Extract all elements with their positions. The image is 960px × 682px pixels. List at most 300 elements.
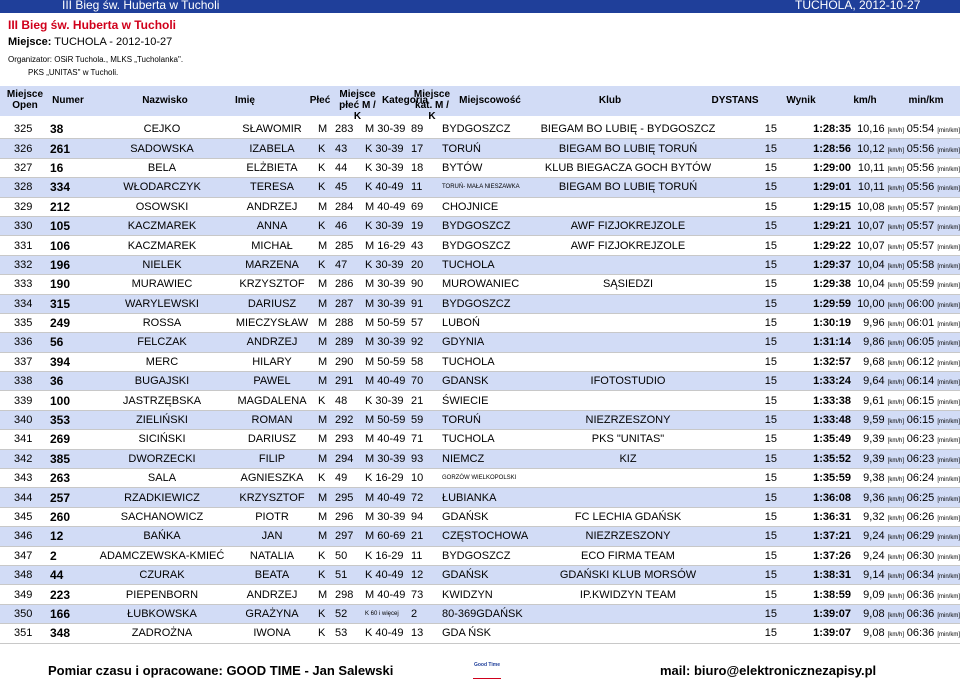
cell-miejsce-kat-text: 11: [411, 549, 423, 562]
cell-klub-text: NIEZRZESZONY: [585, 530, 671, 543]
cell-miejsce-kat-text: 12: [411, 569, 424, 582]
cell-imie-text: AGNIESZKA: [240, 472, 304, 485]
cell-wynik-text: 1:33:38: [813, 394, 851, 407]
cell-kmh-text: 9,38: [863, 472, 885, 485]
cell-imie: [226, 120, 318, 139]
cell-dystans: [719, 275, 777, 294]
cell-kategoria: [365, 527, 411, 546]
cell-kategoria-text: M 30-39: [365, 297, 406, 310]
results-table: [0, 120, 960, 644]
table-row: [0, 178, 960, 197]
cell-open-text: 338: [14, 375, 33, 388]
unit-kmh: [km/h]: [887, 186, 904, 193]
cell-wynik-text: 1:30:19: [813, 317, 851, 330]
cell-miejsce-plec: [335, 624, 365, 643]
cell-nazwisko-text: MURAWIEC: [131, 278, 193, 291]
cell-nazwisko-text: SICIŃSKI: [138, 433, 186, 446]
cell-plec: [318, 255, 335, 274]
cell-imie: [226, 430, 318, 449]
cell-nazwisko: [98, 294, 226, 313]
cell-plec: [318, 488, 335, 507]
cell-open-text: 327: [14, 161, 33, 174]
cell-nazwisko-text: KACZMAREK: [127, 239, 197, 252]
cell-plec: [318, 391, 335, 410]
col-imie: Imię: [234, 95, 255, 106]
cell-miejsce-kat: [411, 391, 442, 410]
cell-wynik: [777, 430, 851, 449]
table-row: [0, 294, 960, 313]
cell-miejsce-kat-text: 57: [411, 317, 424, 330]
cell-imie: [226, 139, 318, 158]
cell-dystans-text: 15: [764, 123, 777, 136]
cell-nazwisko-text: PIEPENBORN: [125, 588, 199, 601]
cell-wynik-text: 1:36:08: [813, 491, 851, 504]
cell-imie: [226, 275, 318, 294]
cell-miejsce-kat: [411, 449, 442, 468]
cell-kategoria-text: K 30-39: [365, 394, 404, 407]
cell-klub-text: NIEZRZESZONY: [585, 414, 671, 427]
cell-imie-text: ELŻBIETA: [246, 161, 298, 174]
cell-wynik-text: 1:33:48: [813, 414, 851, 427]
cell-imie-text: SŁAWOMIR: [242, 123, 302, 136]
cell-open: [0, 488, 50, 507]
cell-open: [0, 255, 50, 274]
unit-minkm: [min/km]: [937, 554, 960, 561]
cell-numer-text: 100: [50, 393, 71, 408]
cell-numer-text: 269: [50, 432, 71, 447]
cell-numer: [50, 546, 98, 565]
cell-wynik-text: 1:29:37: [813, 258, 851, 271]
cell-miejsce-plec: [335, 604, 365, 623]
cell-kategoria-text: K 40-49: [365, 181, 404, 194]
cell-kategoria-text: K 60 i więcej: [365, 610, 399, 617]
unit-minkm: [min/km]: [937, 593, 960, 600]
table-row: [0, 275, 960, 294]
cell-kategoria-text: M 30-39: [365, 123, 406, 136]
cell-miejscowosc: [442, 275, 537, 294]
cell-kmh: [851, 158, 904, 177]
cell-minkm: [904, 216, 960, 235]
cell-kategoria-text: K 30-39: [365, 142, 404, 155]
cell-minkm: [904, 120, 960, 139]
col-minkm: min/km: [908, 95, 944, 106]
cell-imie-text: IZABELA: [249, 142, 295, 155]
cell-miejscowosc: [442, 585, 537, 604]
cell-dystans-text: 15: [764, 394, 777, 407]
cell-numer: [50, 197, 98, 216]
cell-kategoria-text: M 40-49: [365, 200, 406, 213]
cell-nazwisko: [98, 352, 226, 371]
cell-dystans-text: 15: [764, 569, 777, 582]
table-row: [0, 546, 960, 565]
cell-open-text: 344: [14, 491, 33, 504]
cell-dystans-text: 15: [764, 181, 777, 194]
cell-kategoria: [365, 139, 411, 158]
cell-nazwisko: [98, 216, 226, 235]
cell-open-text: 326: [14, 142, 33, 155]
cell-imie-text: ANDRZEJ: [246, 336, 298, 349]
cell-wynik-text: 1:32:57: [813, 355, 851, 368]
cell-open: [0, 430, 50, 449]
cell-numer-text: 394: [50, 354, 71, 369]
cell-dystans: [719, 507, 777, 526]
cell-numer: [50, 294, 98, 313]
cell-miejsce-kat: [411, 313, 442, 332]
cell-dystans-text: 15: [764, 433, 777, 446]
cell-kategoria-text: M 30-39: [365, 278, 406, 291]
cell-numer-text: 249: [50, 316, 71, 331]
cell-miejscowosc-text: BYDGOSZCZ: [442, 123, 511, 136]
cell-minkm-text: 06:29: [906, 530, 935, 543]
cell-open: [0, 527, 50, 546]
cell-nazwisko-text: SALA: [147, 472, 177, 485]
cell-wynik: [777, 352, 851, 371]
cell-miejscowosc-text: GDAŃSK: [442, 511, 489, 523]
cell-minkm: [904, 430, 960, 449]
cell-imie: [226, 372, 318, 391]
footer-timing: Pomiar czasu i opracowane: GOOD TIME - Jan Salewski: [48, 663, 394, 678]
cell-wynik: [777, 158, 851, 177]
table-row: [0, 449, 960, 468]
cell-wynik: [777, 294, 851, 313]
cell-nazwisko-text: BAŃKA: [143, 530, 181, 543]
cell-miejsce-kat: [411, 120, 442, 139]
cell-plec: [318, 275, 335, 294]
cell-minkm: [904, 546, 960, 565]
cell-open-text: 339: [14, 394, 33, 407]
cell-wynik-text: 1:38:31: [813, 569, 851, 582]
cell-miejsce-kat: [411, 236, 442, 255]
table-row: [0, 255, 960, 274]
cell-miejsce-plec: [335, 430, 365, 449]
cell-miejscowosc-text: GDAŃSK: [442, 569, 489, 582]
organizer-line: Organizator: OSiR Tuchola., MLKS „Tucholanka".: [8, 55, 184, 64]
cell-miejscowosc: [442, 391, 537, 410]
unit-kmh: [km/h]: [887, 128, 904, 135]
footer-mail: mail: biuro@elektronicznezapisy.pl: [660, 663, 877, 678]
cell-dystans-text: 15: [764, 607, 777, 620]
cell-numer: [50, 565, 98, 584]
cell-klub: [537, 139, 719, 158]
cell-numer-text: 348: [50, 626, 71, 641]
cell-miejsce-kat: [411, 624, 442, 643]
cell-plec-text: M: [318, 414, 328, 427]
cell-nazwisko: [98, 624, 226, 643]
cell-nazwisko-text: JASTRZĘBSKA: [122, 394, 202, 407]
cell-miejscowosc-text: CHOJNICE: [442, 200, 499, 213]
cell-miejscowosc: [442, 216, 537, 235]
cell-open-text: 348: [14, 569, 33, 582]
cell-miejsce-plec-text: 52: [335, 607, 348, 620]
cell-plec: [318, 236, 335, 255]
cell-klub-text: KLUB BIEGACZA GOCH BYTÓW: [544, 161, 712, 174]
cell-numer-text: 353: [50, 413, 71, 428]
cell-nazwisko: [98, 449, 226, 468]
cell-kmh-text: 10,12: [857, 142, 885, 155]
cell-numer: [50, 158, 98, 177]
cell-miejscowosc: [442, 430, 537, 449]
cell-miejsce-kat-text: 69: [411, 200, 424, 213]
cell-minkm-text: 05:56: [906, 142, 935, 155]
cell-miejscowosc-text: ŁUBIANKA: [442, 491, 497, 504]
cell-kategoria: [365, 449, 411, 468]
cell-kategoria: [365, 430, 411, 449]
top-bar-event: III Bieg św. Huberta w Tucholi: [62, 0, 220, 12]
unit-minkm: [min/km]: [937, 496, 960, 503]
cell-kategoria-text: M 40-49: [365, 588, 406, 601]
cell-klub: [537, 488, 719, 507]
cell-wynik-text: 1:35:49: [813, 433, 851, 446]
cell-plec: [318, 216, 335, 235]
cell-miejsce-plec: [335, 372, 365, 391]
cell-kategoria-text: K 40-49: [365, 569, 404, 582]
cell-klub-text: BIEGAM BO LUBIĘ TORUŃ: [558, 142, 698, 155]
cell-miejscowosc-text: TUCHOLA: [442, 355, 495, 368]
cell-plec: [318, 624, 335, 643]
cell-numer-text: 106: [50, 238, 71, 253]
cell-numer-text: 385: [50, 451, 71, 466]
cell-plec: [318, 197, 335, 216]
cell-kategoria-text: M 60-69: [365, 530, 406, 543]
cell-miejscowosc: [442, 488, 537, 507]
cell-kategoria: [365, 216, 411, 235]
cell-kategoria: [365, 507, 411, 526]
cell-imie-text: ROMAN: [251, 414, 293, 427]
cell-dystans-text: 15: [764, 317, 777, 330]
cell-open-text: 347: [14, 549, 33, 562]
cell-miejsce-kat-text: 21: [411, 394, 424, 407]
cell-wynik-text: 1:29:38: [813, 278, 851, 291]
cell-kmh-text: 9,96: [863, 317, 885, 330]
col-wynik: Wynik: [786, 95, 816, 106]
cell-miejsce-plec: [335, 255, 365, 274]
cell-klub-text: AWF FIZJOKREJZOLE: [570, 239, 686, 252]
cell-minkm: [904, 507, 960, 526]
unit-minkm: [min/km]: [937, 205, 960, 212]
cell-open-text: 331: [14, 239, 33, 252]
cell-dystans-text: 15: [764, 375, 777, 388]
cell-kategoria-text: M 30-39: [365, 336, 406, 349]
cell-miejsce-kat-text: 90: [411, 278, 424, 291]
cell-miejscowosc: [442, 158, 537, 177]
cell-miejscowosc-text: GDANSK: [442, 375, 489, 388]
cell-open-text: 336: [14, 336, 33, 349]
cell-klub: [537, 391, 719, 410]
cell-klub-text: SĄSIEDZI: [602, 278, 654, 291]
cell-open: [0, 178, 50, 197]
unit-kmh: [km/h]: [887, 360, 904, 367]
cell-dystans-text: 15: [764, 549, 777, 562]
cell-numer-text: 212: [50, 199, 71, 214]
cell-minkm-text: 05:57: [906, 220, 935, 233]
cell-imie: [226, 585, 318, 604]
cell-miejscowosc-text: TUCHOLA: [442, 258, 495, 271]
cell-kategoria: [365, 469, 411, 488]
cell-minkm: [904, 527, 960, 546]
cell-miejsce-plec: [335, 333, 365, 352]
cell-kmh: [851, 255, 904, 274]
cell-miejscowosc: [442, 139, 537, 158]
cell-plec: [318, 158, 335, 177]
cell-wynik-text: 1:29:21: [813, 220, 851, 233]
cell-kategoria: [365, 294, 411, 313]
cell-minkm: [904, 294, 960, 313]
cell-miejsce-plec: [335, 294, 365, 313]
cell-dystans: [719, 469, 777, 488]
cell-numer-text: 56: [50, 335, 64, 350]
cell-open-text: 330: [14, 220, 33, 233]
cell-kmh-text: 9,14: [863, 569, 885, 582]
cell-wynik-text: 1:28:35: [813, 123, 851, 136]
cell-wynik: [777, 216, 851, 235]
cell-numer-text: 44: [50, 568, 64, 583]
cell-nazwisko: [98, 546, 226, 565]
cell-dystans: [719, 391, 777, 410]
cell-wynik-text: 1:29:01: [813, 181, 851, 194]
cell-kategoria: [365, 391, 411, 410]
cell-numer: [50, 352, 98, 371]
cell-kategoria: [365, 236, 411, 255]
cell-miejsce-plec-text: 48: [335, 394, 348, 407]
cell-miejsce-kat: [411, 372, 442, 391]
unit-minkm: [min/km]: [937, 360, 960, 367]
cell-open-text: 332: [14, 258, 33, 271]
cell-numer-text: 190: [50, 277, 71, 292]
cell-miejscowosc-text: 80-369GDAŃSK: [442, 607, 523, 620]
cell-dystans-text: 15: [764, 142, 777, 155]
cell-minkm: [904, 158, 960, 177]
cell-open-text: 337: [14, 355, 33, 368]
cell-nazwisko-text: NIELEK: [142, 258, 182, 271]
unit-kmh: [km/h]: [887, 147, 904, 154]
cell-minkm: [904, 197, 960, 216]
cell-imie-text: PAWEL: [253, 375, 291, 388]
cell-dystans: [719, 449, 777, 468]
cell-open: [0, 313, 50, 332]
unit-minkm: [min/km]: [937, 302, 960, 309]
cell-kmh-text: 9,39: [863, 452, 885, 465]
table-row: [0, 527, 960, 546]
cell-miejscowosc-text: KWIDZYN: [442, 588, 493, 601]
cell-miejsce-kat-text: 2: [411, 607, 418, 620]
cell-wynik: [777, 565, 851, 584]
cell-dystans: [719, 216, 777, 235]
cell-wynik-text: 1:37:21: [813, 530, 851, 543]
cell-miejsce-kat-text: 58: [411, 355, 424, 368]
cell-wynik: [777, 197, 851, 216]
cell-nazwisko-text: WARYLEWSKI: [125, 297, 199, 310]
cell-minkm: [904, 333, 960, 352]
cell-numer-text: 2: [50, 548, 57, 563]
cell-dystans: [719, 333, 777, 352]
cell-open: [0, 410, 50, 429]
unit-kmh: [km/h]: [887, 516, 904, 522]
cell-miejsce-plec-text: 295: [335, 491, 354, 504]
cell-open-text: 346: [14, 530, 33, 543]
cell-miejscowosc: [442, 410, 537, 429]
cell-miejsce-kat: [411, 410, 442, 429]
cell-nazwisko-text: ZADROŻNA: [131, 627, 193, 640]
cell-miejsce-plec: [335, 158, 365, 177]
unit-minkm: [min/km]: [937, 147, 960, 154]
cell-miejscowosc: [442, 333, 537, 352]
cell-numer: [50, 139, 98, 158]
cell-nazwisko-text: OSOWSKI: [135, 200, 189, 213]
cell-plec: [318, 507, 335, 526]
cell-minkm-text: 06:14: [906, 375, 935, 388]
cell-open: [0, 120, 50, 139]
cell-kmh: [851, 488, 904, 507]
cell-miejsce-plec-text: 47: [335, 258, 348, 271]
cell-plec: [318, 313, 335, 332]
cell-plec-text: M: [318, 239, 328, 252]
cell-plec-text: K: [318, 161, 326, 174]
cell-miejscowosc-text: BYDGOSZCZ: [442, 220, 511, 233]
col-kmh: km/h: [853, 95, 877, 106]
cell-minkm-text: 06:12: [906, 355, 935, 368]
cell-miejsce-kat: [411, 565, 442, 584]
cell-miejsce-kat-text: 19: [411, 220, 424, 233]
unit-kmh: [km/h]: [887, 496, 904, 503]
cell-miejsce-plec: [335, 449, 365, 468]
cell-klub-text: PKS "UNITAS": [591, 433, 665, 446]
cell-klub-text: ECO FIRMA TEAM: [581, 549, 675, 562]
cell-miejsce-kat: [411, 275, 442, 294]
cell-miejsce-plec: [335, 216, 365, 235]
cell-minkm-text: 06:34: [906, 569, 935, 582]
cell-minkm-text: 05:58: [906, 258, 935, 271]
cell-imie-text: MICHAŁ: [251, 239, 293, 252]
cell-numer: [50, 333, 98, 352]
cell-miejsce-plec-text: 287: [335, 297, 354, 310]
cell-kategoria-text: K 16-29: [365, 549, 404, 562]
unit-minkm: [min/km]: [937, 244, 960, 251]
cell-miejsce-kat-text: 94: [411, 511, 424, 523]
cell-wynik-text: 1:33:24: [813, 375, 851, 388]
cell-miejscowosc-text: MUROWANIEC: [442, 278, 520, 291]
cell-klub: [537, 313, 719, 332]
cell-kategoria: [365, 275, 411, 294]
cell-imie: [226, 352, 318, 371]
cell-miejsce-kat: [411, 546, 442, 565]
cell-kmh-text: 9,39: [863, 433, 885, 446]
col-miejsce-plec: Miejsce płeć M / K: [339, 89, 376, 122]
cell-kmh-text: 9,08: [863, 607, 885, 620]
unit-minkm: [min/km]: [937, 186, 960, 193]
cell-miejscowosc: [442, 197, 537, 216]
cell-nazwisko: [98, 507, 226, 526]
cell-dystans: [719, 313, 777, 332]
event-title: III Bieg św. Huberta w Tucholi: [8, 18, 177, 32]
cell-kategoria: [365, 604, 411, 623]
cell-miejscowosc: [442, 294, 537, 313]
unit-minkm: [min/km]: [937, 477, 960, 484]
cell-minkm-text: 06:05: [906, 336, 935, 349]
unit-minkm: [min/km]: [937, 283, 960, 290]
cell-nazwisko: [98, 391, 226, 410]
cell-miejscowosc: [442, 565, 537, 584]
cell-minkm-text: 06:01: [906, 317, 935, 330]
cell-nazwisko: [98, 488, 226, 507]
cell-open: [0, 372, 50, 391]
cell-imie: [226, 624, 318, 643]
cell-kmh: [851, 197, 904, 216]
cell-miejscowosc-text: TORUŃ: [442, 414, 481, 427]
cell-kmh: [851, 275, 904, 294]
cell-miejsce-plec-text: 298: [335, 588, 354, 601]
cell-open-text: 342: [14, 452, 33, 465]
cell-imie: [226, 565, 318, 584]
